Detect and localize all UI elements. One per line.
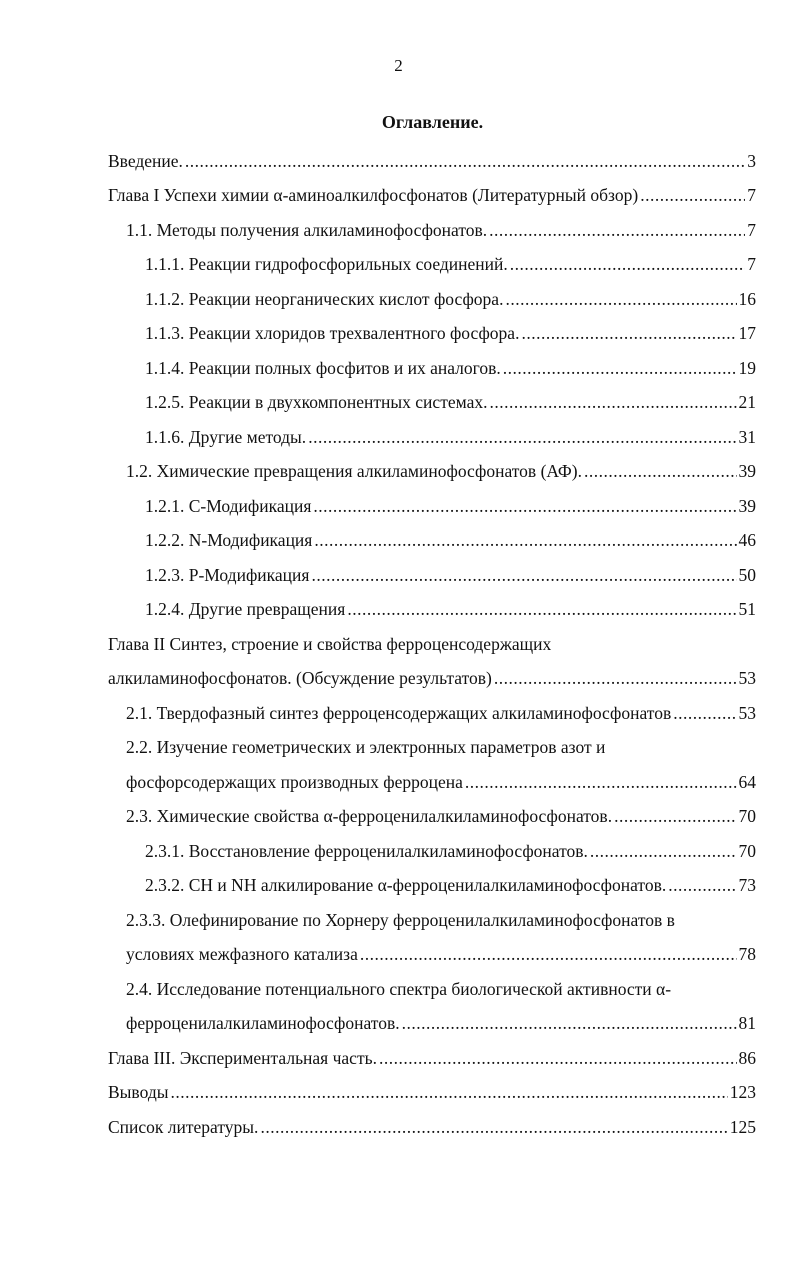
toc-entry-page: 39 — [738, 496, 756, 516]
toc-entry-text: 1.1. Методы получения алкиламинофосфонатов. — [126, 220, 488, 240]
leader-dots — [503, 357, 737, 379]
leader-dots — [170, 1081, 727, 1103]
toc-entry-chapter-3[interactable] — [108, 1035, 756, 1069]
toc-entry-2-3-3-cont[interactable] — [126, 931, 756, 965]
leader-dots — [614, 805, 736, 827]
toc-entry-1-2-3[interactable] — [145, 552, 756, 586]
toc-entry-2-3-3[interactable] — [126, 897, 756, 931]
toc-entry-page: 53 — [738, 703, 756, 723]
leader-dots — [311, 564, 736, 586]
leader-dots — [505, 288, 736, 310]
toc-entry-1-1-2[interactable] — [145, 276, 756, 310]
toc-entry-text: 1.2.2. N-Модификация — [145, 530, 313, 550]
toc-entry-2-2-cont[interactable] — [126, 759, 756, 793]
toc-entry-text: Список литературы. — [108, 1117, 259, 1137]
leader-dots — [360, 943, 737, 965]
leader-dots — [260, 1116, 727, 1138]
toc-entry-text: 1.1.6. Другие методы. — [145, 427, 307, 447]
toc-entry-2-3-2[interactable] — [145, 862, 756, 896]
toc-entry-page: 31 — [738, 427, 756, 447]
leader-dots — [313, 495, 736, 517]
toc-entry-text: 2.3. Химические свойства α-ферроценилалкиламинофосфонатов. — [126, 806, 613, 826]
toc-entry-text: 1.1.2. Реакции неорганических кислот фосфора. — [145, 289, 504, 309]
toc-entry-page: 64 — [738, 772, 756, 792]
toc-entry-2-4[interactable] — [126, 966, 756, 1000]
toc-entry-page: 50 — [738, 565, 756, 585]
toc-entry-text: 1.2.4. Другие превращения — [145, 599, 346, 619]
toc-entry-references[interactable] — [108, 1104, 756, 1138]
toc-entry-page: 51 — [738, 599, 756, 619]
leader-dots — [379, 1047, 737, 1069]
toc-entry-1-2-1[interactable] — [145, 483, 756, 517]
toc-entry-text: Глава I Успехи химии α-аминоалкилфосфонатов (Литературный обзор) — [108, 185, 639, 205]
leader-dots — [668, 874, 736, 896]
toc-entry-1-1-1[interactable] — [145, 241, 756, 275]
toc-entry-page: 21 — [738, 392, 756, 412]
leader-dots — [673, 702, 736, 724]
toc-entry-page: 123 — [729, 1082, 756, 1102]
toc-entry-1-1-6[interactable] — [145, 414, 756, 448]
toc-entry-page: 73 — [738, 875, 756, 895]
toc-entry-page: 78 — [738, 944, 756, 964]
page-number: 2 — [394, 56, 403, 75]
toc-entry-page: 46 — [738, 530, 756, 550]
toc-entry-page: 86 — [738, 1048, 756, 1068]
toc-entry-page: 7 — [747, 185, 756, 205]
toc-entry-page: 70 — [738, 806, 756, 826]
toc-entry-text: 2.4. Исследование потенциального спектра биологической активности α- — [126, 979, 672, 999]
toc-entry-page: 39 — [738, 461, 756, 481]
toc-entry-page: 70 — [738, 841, 756, 861]
toc-entry-text: алкиламинофосфонатов. (Обсуждение результатов) — [108, 668, 492, 688]
toc-entry-1-2-2[interactable] — [145, 517, 756, 551]
toc-entry-chapter-1[interactable] — [108, 172, 756, 206]
toc-entry-text: Введение. — [108, 151, 183, 171]
leader-dots — [584, 460, 737, 482]
toc-entry-chapter-2[interactable] — [108, 621, 756, 655]
toc-entry-2-2[interactable] — [126, 724, 756, 758]
toc-entry-text: Выводы — [108, 1082, 169, 1102]
leader-dots — [347, 598, 736, 620]
toc-entry-text: 2.1. Твердофазный синтез ферроценсодержащих алкиламинофосфонатов — [126, 703, 672, 723]
toc-entry-text: 1.2.1. С-Модификация — [145, 496, 312, 516]
leader-dots — [489, 391, 736, 413]
toc-entry-text: ферроценилалкиламинофосфонатов. — [126, 1013, 400, 1033]
toc-entry-page: 81 — [738, 1013, 756, 1033]
toc-entry-text: 1.2. Химические превращения алкиламинофосфонатов (АФ). — [126, 461, 582, 481]
toc-entry-chapter-2-cont[interactable] — [108, 655, 756, 689]
toc-entry-text: Глава III. Экспериментальная часть. — [108, 1048, 377, 1068]
toc-entry-page: 3 — [747, 151, 756, 171]
toc-entry-page: 16 — [738, 289, 756, 309]
leader-dots — [402, 1012, 737, 1034]
toc-entry-1-2-5[interactable] — [145, 379, 756, 413]
leader-dots — [494, 667, 737, 689]
toc-entry-page: 53 — [738, 668, 756, 688]
toc-entry-text: 1.2.3. Р-Модификация — [145, 565, 310, 585]
toc-entry-text: условиях межфазного катализа — [126, 944, 358, 964]
leader-dots — [590, 840, 737, 862]
toc-entry-1-2[interactable] — [126, 448, 756, 482]
leader-dots — [314, 529, 736, 551]
leader-dots — [465, 771, 737, 793]
toc-entry-1-1-4[interactable] — [145, 345, 756, 379]
toc-entry-page: 17 — [738, 323, 756, 343]
toc-entry-text: 2.3.1. Восстановление ферроценилалкиламинофосфонатов. — [145, 841, 588, 861]
toc-entry-text: 1.1.1. Реакции гидрофосфорильных соединений. — [145, 254, 508, 274]
page-title: Оглавление. — [381, 112, 484, 132]
leader-dots — [489, 219, 745, 241]
toc-entry-2-4-cont[interactable] — [126, 1000, 756, 1034]
toc-entry-1-1[interactable] — [126, 207, 756, 241]
toc-entry-text: 1.1.3. Реакции хлоридов трехвалентного фосфора. — [145, 323, 520, 343]
toc-entry-text: 1.2.5. Реакции в двухкомпонентных системах. — [145, 392, 488, 412]
toc-entry-conclusions[interactable] — [108, 1069, 756, 1103]
leader-dots — [185, 150, 745, 172]
toc-entry-text: фосфорсодержащих производных ферроцена — [126, 772, 463, 792]
toc-entry-page: 7 — [747, 254, 756, 274]
toc-entry-page: 125 — [729, 1117, 756, 1137]
toc-entry-text: 2.3.3. Олефинирование по Хорнеру ферроценилалкиламинофосфонатов в — [126, 910, 675, 930]
leader-dots — [640, 184, 745, 206]
leader-dots — [521, 322, 736, 344]
toc-entry-2-3[interactable] — [126, 793, 756, 827]
toc-entry-text: 1.1.4. Реакции полных фосфитов и их аналогов. — [145, 358, 501, 378]
toc-entry-2-3-1[interactable] — [145, 828, 756, 862]
toc-entry-introduction[interactable] — [108, 138, 756, 172]
toc-entry-1-2-4[interactable] — [145, 586, 756, 620]
leader-dots — [308, 426, 736, 448]
toc-entry-text: 2.3.2. CH и NH алкилирование α-ферроценилалкиламинофосфонатов. — [145, 875, 667, 895]
toc-entry-text: Глава II Синтез, строение и свойства ферроценсодержащих — [108, 634, 552, 654]
leader-dots — [510, 253, 746, 275]
toc-entry-2-1[interactable] — [126, 690, 756, 724]
toc-entry-page: 19 — [738, 358, 756, 378]
toc-entry-1-1-3[interactable] — [145, 310, 756, 344]
toc-entry-text: 2.2. Изучение геометрических и электронных параметров азот и — [126, 737, 606, 757]
toc-entry-page: 7 — [747, 220, 756, 240]
